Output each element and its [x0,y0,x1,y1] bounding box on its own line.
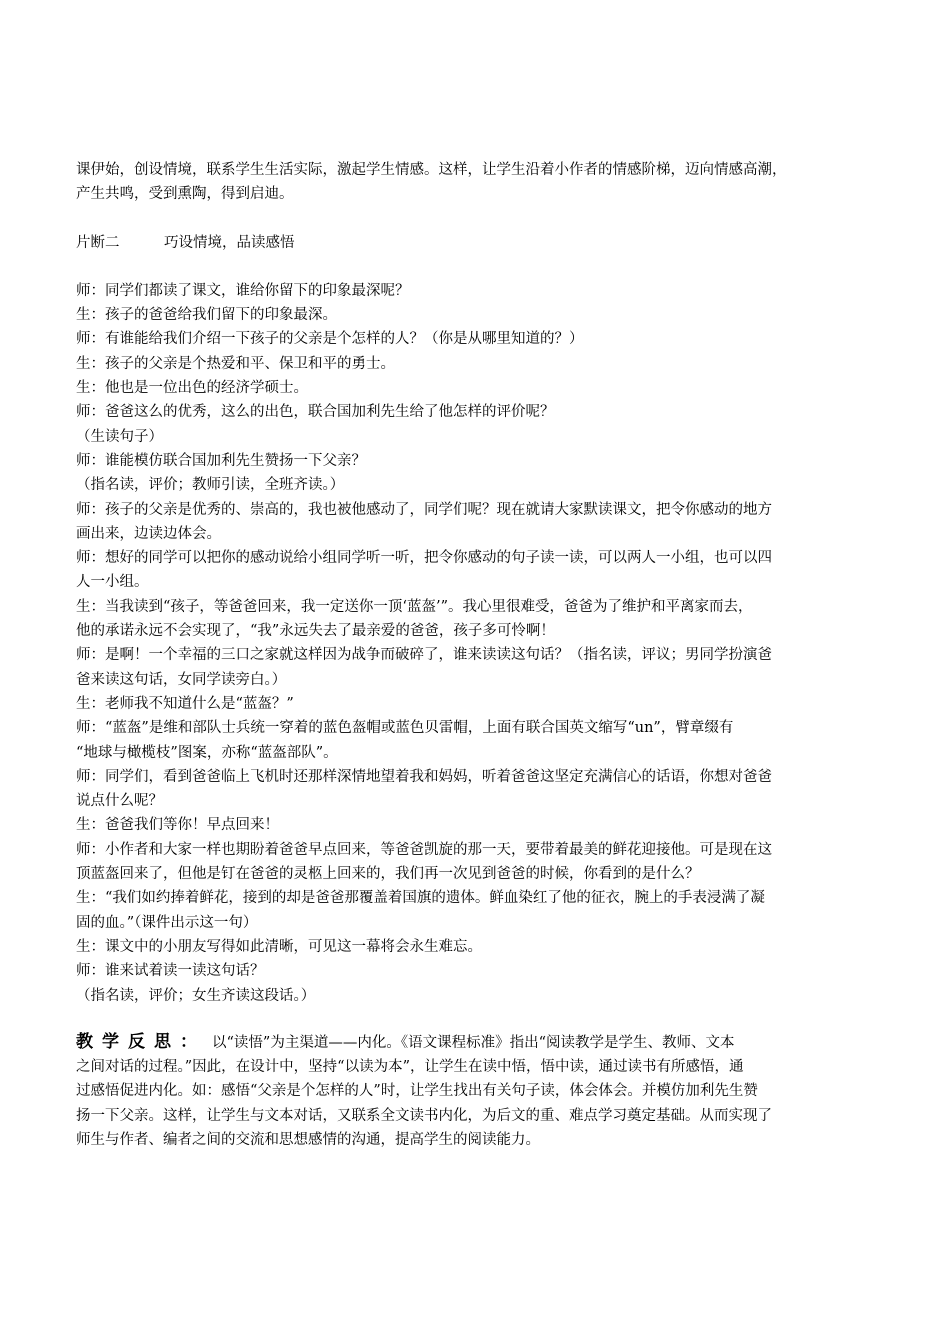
spacer [76,255,880,279]
dialogue-line: 生：老师我不知道什么是“蓝盔？” [76,695,294,712]
dialogue-line: 爸来读这句话，女同学读旁白。） [76,671,287,688]
dialogue-line: “地球与橄榄枝”图案，亦称“蓝盔部队”。 [76,744,338,761]
dialogue-line: 生：孩子的爸爸给我们留下的印象最深。 [76,307,337,324]
dialogue-line: 人一小组。 [76,574,149,591]
dialogue-line: 生：当我读到“孩子，等爸爸回来，我一定送你一顶‘蓝盔’”。我心里很难受，爸爸为了维护和平离家而去， [76,598,753,615]
dialogue-line: 他的承诺永远不会实现了，“我”永远失去了最亲爱的爸爸，孩子多可怜啊！ [76,623,555,640]
reflection-line: 之间对话的过程。”因此，在设计中，坚持“以读为本”，让学生在读中悟，悟中读，通过读书有所感悟，通 [76,1059,744,1076]
reflection-title: 教学反思： [76,1031,206,1052]
dialogue-line: 生：爸爸我们等你！早点回来！ [76,817,279,834]
reflection-line: 扬一下父亲。这样，让学生与文本对话，又联系全文读书内化，为后文的重、难点学习奠定基础。从而实现了 [76,1107,772,1124]
spacer [76,207,880,231]
teaching-reflection [76,1030,880,1152]
dialogue-transcript [76,279,880,1008]
reflection-line: 师生与作者、编者之间的交流和思想感情的沟通，提高学生的阅读能力。 [76,1131,540,1148]
dialogue-line: 生：“我们如约捧着鲜花，接到的却是爸爸那覆盖着国旗的遗体。鲜血染红了他的征衣，腕上的手表浸满了凝 [76,890,765,907]
dialogue-line: 师：小作者和大家一样也期盼着爸爸早点回来，等爸爸凯旋的那一天，要带着最美的鲜花迎接他。可是现在这 [76,841,772,858]
reflection-line: 以“读悟”为主渠道——内化。《语文课程标准》指出“阅读教学是学生、教师、文本 [212,1034,735,1051]
dialogue-line: 顶蓝盔回来了，但他是钉在爸爸的灵柩上回来的，我们再一次见到爸爸的时候，你看到的是什么？ [76,866,700,883]
reflection-first-line [76,1030,880,1055]
dialogue-line: 画出来，边读边体会。 [76,525,221,542]
dialogue-line: 说点什么呢？ [76,793,163,810]
dialogue-line: 生：课文中的小朋友写得如此清晰，可见这一幕将会永生难忘。 [76,938,482,955]
dialogue-line: 师：爸爸这么的优秀，这么的出色，联合国加利先生给了他怎样的评价呢？ [76,404,555,421]
dialogue-line: 师：谁能模仿联合国加利先生赞扬一下父亲？ [76,452,366,469]
document-body [76,158,880,1152]
intro-line: 课伊始，创设情境，联系学生生活实际，激起学生情感。这样，让学生沿着小作者的情感阶梯，迈向情感高潮， [76,162,787,178]
dialogue-line: 师：谁来试着读一读这句话？ [76,963,265,980]
dialogue-line: （指名读，评价；教师引读，全班齐读。） [76,477,345,494]
dialogue-line: 师：“蓝盔”是维和部队士兵统一穿着的蓝色盔帽或蓝色贝雷帽，上面有联合国英文缩写“un”，臂章缀有 [76,720,734,737]
intro-line: 产生共鸣，受到熏陶，得到启迪。 [76,186,294,203]
section-heading [76,231,880,255]
dialogue-line: 师：同学们都读了课文，谁给你留下的印象最深呢？ [76,282,410,299]
dialogue-line: （指名读，评价；女生齐读这段话。） [76,987,316,1004]
section-label: 片断二 [76,234,120,251]
dialogue-line: 师：有谁能给我们介绍一下孩子的父亲是个怎样的人？（你是从哪里知道的？） [76,331,584,348]
dialogue-line: （生读句子） [76,428,163,445]
dialogue-line: 师：孩子的父亲是优秀的、崇高的，我也被他感动了，同学们呢？现在就请大家默读课文，把令你感动的地方 [76,501,772,518]
dialogue-line: 师：是啊！一个幸福的三口之家就这样因为战争而破碎了，谁来读读这句话？（指名读，评议；男同学扮演爸 [76,647,772,664]
section-title: 巧设情境，品读感悟 [164,234,295,251]
intro-paragraph [76,158,880,207]
dialogue-line: 师：同学们，看到爸爸临上飞机时还那样深情地望着我和妈妈，听着爸爸这坚定充满信心的话语，你想对爸爸 [76,768,772,785]
dialogue-line: 固的血。”（课件出示这一句） [76,914,258,931]
reflection-line: 过感悟促进内化。如：感悟“父亲是个怎样的人”时，让学生找出有关句子读，体会体会。并模仿加利先生赞 [76,1083,758,1100]
dialogue-line: 师：想好的同学可以把你的感动说给小组同学听一听，把令你感动的句子读一读，可以两人一小组，也可以四 [76,550,772,567]
dialogue-line: 生：孩子的父亲是个热爱和平、保卫和平的勇士。 [76,355,395,372]
dialogue-line: 生：他也是一位出色的经济学硕士。 [76,380,308,397]
